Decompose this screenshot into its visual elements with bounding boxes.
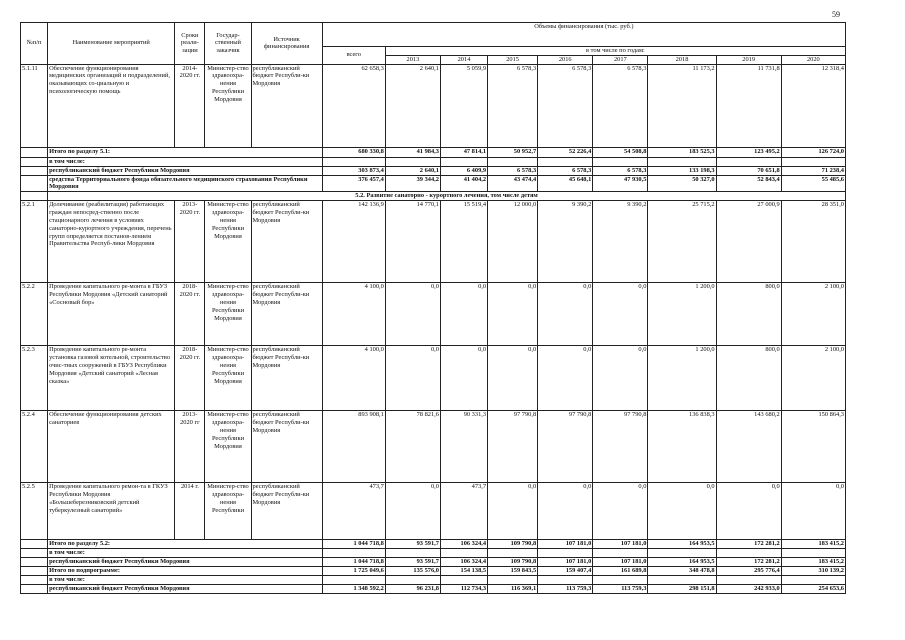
year-amount [593, 157, 648, 166]
year-amount: 43 474,4 [488, 175, 538, 192]
year-amount: 183 415,2 [781, 540, 845, 549]
section-title: 5.2. Развитие санаторно - курортного лечения, том числе детям [48, 192, 846, 201]
year-amount: 70 651,8 [716, 166, 781, 175]
total-amount [322, 576, 385, 585]
empty-cell [21, 540, 48, 549]
year-amount: 54 508,8 [593, 147, 648, 157]
header-year: 2018 [648, 55, 716, 64]
year-amount: 25 715,2 [648, 201, 716, 283]
year-amount [716, 549, 781, 558]
year-amount: 11 173,2 [648, 64, 716, 147]
empty-cell [21, 175, 48, 192]
summary-label: в том числе: [48, 576, 323, 585]
year-amount: 39 344,2 [385, 175, 440, 192]
summary-label: республиканский бюджет Республики Мордовия [48, 585, 323, 594]
year-amount: 164 953,5 [648, 540, 716, 549]
state-customer: Министер-ство здравоохра-нения Республики Мордовия [205, 201, 251, 283]
header-by-years: в том числе по годам: [385, 47, 845, 56]
year-amount [488, 576, 538, 585]
year-amount: 1 200,0 [648, 346, 716, 411]
year-amount: 0,0 [385, 283, 440, 346]
total-amount: 680 330,8 [322, 147, 385, 157]
year-amount [440, 157, 487, 166]
state-customer: Министер-ство здравоохра-нения Республики Мордовия [205, 411, 251, 483]
year-amount: 6 578,3 [538, 64, 593, 147]
state-customer: Министер-ство здравоохра-нения Республики Мордовия [205, 64, 251, 147]
year-amount: 112 734,3 [440, 585, 487, 594]
row-number: 5.2.1 [21, 201, 48, 283]
table-row [21, 411, 846, 483]
year-amount [593, 576, 648, 585]
empty-cell [21, 192, 48, 201]
year-amount: 161 689,8 [593, 567, 648, 576]
year-amount: 45 648,1 [538, 175, 593, 192]
year-amount: 113 759,3 [538, 585, 593, 594]
year-amount: 106 324,4 [440, 558, 487, 567]
year-amount: 78 821,6 [385, 411, 440, 483]
header-num: №п/п [21, 23, 48, 65]
year-amount: 52 226,4 [538, 147, 593, 157]
year-amount: 5 059,9 [440, 64, 487, 147]
year-amount [488, 157, 538, 166]
empty-cell [21, 567, 48, 576]
page-number: 59 [832, 10, 840, 19]
year-amount: 9 390,2 [593, 201, 648, 283]
year-amount: 254 653,6 [781, 585, 845, 594]
year-amount: 97 790,8 [488, 411, 538, 483]
measure-name: Обеспечение функционирования медицинских организаций и подразделений, оказывающих со-циальную и психологическую помощь [48, 64, 175, 147]
header-year: 2019 [716, 55, 781, 64]
empty-cell [21, 558, 48, 567]
total-amount: 893 908,1 [322, 411, 385, 483]
year-amount: 0,0 [488, 346, 538, 411]
summary-row [21, 549, 846, 558]
year-amount: 113 759,3 [593, 585, 648, 594]
year-amount: 2 640,1 [385, 64, 440, 147]
year-amount [648, 157, 716, 166]
row-number: 5.2.4 [21, 411, 48, 483]
year-amount: 0,0 [593, 283, 648, 346]
year-amount: 6 578,3 [593, 166, 648, 175]
year-amount: 97 790,8 [538, 411, 593, 483]
year-amount: 310 139,2 [781, 567, 845, 576]
year-amount: 123 495,2 [716, 147, 781, 157]
year-amount: 183 525,3 [648, 147, 716, 157]
year-amount [716, 157, 781, 166]
total-amount: 303 873,4 [322, 166, 385, 175]
measure-name: Долечивание (реабилитация) работающих граждан непосред-ственно после стационарного лечения в условиях санаторно-курортного учреждения, перечень групп определяется постанов-лением Правительства Респуб-лики Мордовия [48, 201, 175, 283]
year-amount: 800,0 [716, 283, 781, 346]
section-title-row [21, 192, 846, 201]
year-amount: 159 843,5 [488, 567, 538, 576]
year-amount: 800,0 [716, 346, 781, 411]
year-amount: 0,0 [648, 483, 716, 540]
total-amount: 4 100,0 [322, 346, 385, 411]
summary-row [21, 576, 846, 585]
year-amount: 107 181,0 [538, 540, 593, 549]
summary-label: Итого по разделу 5.2: [48, 540, 323, 549]
year-amount [538, 157, 593, 166]
year-amount [538, 576, 593, 585]
year-amount: 164 953,5 [648, 558, 716, 567]
year-amount: 6 578,3 [538, 166, 593, 175]
summary-row [21, 540, 846, 549]
implementation-term: 2018-2020 гг. [175, 346, 205, 411]
funding-source: республиканский бюджет Республи-ки Мордовия [251, 483, 322, 540]
empty-cell [21, 157, 48, 166]
year-amount: 15 519,4 [440, 201, 487, 283]
summary-label: республиканский бюджет Республики Мордовия [48, 558, 323, 567]
total-amount: 1 044 718,8 [322, 540, 385, 549]
table-row [21, 64, 846, 147]
year-amount: 143 680,2 [716, 411, 781, 483]
table-body [21, 64, 846, 594]
year-amount: 9 390,2 [538, 201, 593, 283]
year-amount: 14 770,1 [385, 201, 440, 283]
year-amount [648, 549, 716, 558]
header-year: 2015 [488, 55, 538, 64]
year-amount: 2 100,0 [781, 283, 845, 346]
implementation-term: 2014 г. [175, 483, 205, 540]
summary-row [21, 166, 846, 175]
year-amount: 55 485,6 [781, 175, 845, 192]
total-amount [322, 549, 385, 558]
year-amount: 133 198,3 [648, 166, 716, 175]
year-amount: 11 731,8 [716, 64, 781, 147]
total-amount: 376 457,4 [322, 175, 385, 192]
year-amount: 106 324,4 [440, 540, 487, 549]
year-amount: 150 864,3 [781, 411, 845, 483]
funding-source: республиканский бюджет Республи-ки Мордовия [251, 201, 322, 283]
year-amount [781, 576, 845, 585]
state-customer: Министер-ство здравоохра-нения Республики [205, 483, 251, 540]
implementation-term: 2013-2020 гг [175, 411, 205, 483]
year-amount: 109 790,8 [488, 540, 538, 549]
year-amount: 47 930,5 [593, 175, 648, 192]
summary-row [21, 157, 846, 166]
year-amount: 52 843,4 [716, 175, 781, 192]
year-amount: 348 478,8 [648, 567, 716, 576]
year-amount: 0,0 [440, 283, 487, 346]
year-amount: 116 369,1 [488, 585, 538, 594]
year-amount: 47 814,1 [440, 147, 487, 157]
year-amount: 172 281,2 [716, 540, 781, 549]
empty-cell [21, 585, 48, 594]
header-customer: Государ-ственный заказчик [205, 23, 251, 65]
total-amount: 473,7 [322, 483, 385, 540]
year-amount [781, 549, 845, 558]
year-amount: 126 724,0 [781, 147, 845, 157]
table-row [21, 201, 846, 283]
year-amount [488, 549, 538, 558]
year-amount [593, 549, 648, 558]
row-number: 5.2.2 [21, 283, 48, 346]
header-year: 2017 [593, 55, 648, 64]
table-row [21, 346, 846, 411]
year-amount: 159 407,4 [538, 567, 593, 576]
header-year: 2020 [781, 55, 845, 64]
year-amount: 0,0 [781, 483, 845, 540]
funding-source: республиканский бюджет Республи-ки Мордовия [251, 411, 322, 483]
year-amount: 0,0 [593, 483, 648, 540]
funding-source: республиканский бюджет Республи-ки Мордовия [251, 64, 322, 147]
funding-source: республиканский бюджет Республи-ки Мордовия [251, 283, 322, 346]
year-amount: 0,0 [716, 483, 781, 540]
total-amount: 62 658,3 [322, 64, 385, 147]
summary-label: Итого по разделу 5.1: [48, 147, 323, 157]
year-amount [648, 576, 716, 585]
year-amount: 0,0 [538, 283, 593, 346]
summary-label: в том числе: [48, 549, 323, 558]
year-amount: 0,0 [488, 483, 538, 540]
year-amount: 90 331,3 [440, 411, 487, 483]
summary-label: средства Территориального фонда обязательного медицинского страхования Республики Мордовия [48, 175, 323, 192]
year-amount: 6 578,3 [593, 64, 648, 147]
year-amount [538, 549, 593, 558]
summary-row [21, 147, 846, 157]
year-amount: 41 404,2 [440, 175, 487, 192]
year-amount: 107 181,0 [593, 540, 648, 549]
header-name: Наименование мероприятий [48, 23, 175, 65]
funding-source: республиканский бюджет Республи-ки Мордовия [251, 346, 322, 411]
year-amount: 6 578,3 [488, 64, 538, 147]
year-amount: 2 100,0 [781, 346, 845, 411]
year-amount: 0,0 [538, 346, 593, 411]
empty-cell [21, 147, 48, 157]
financing-table [20, 22, 846, 594]
summary-label: республиканский бюджет Республики Мордовия [48, 166, 323, 175]
year-amount: 473,7 [440, 483, 487, 540]
year-amount [440, 549, 487, 558]
year-amount: 41 984,3 [385, 147, 440, 157]
state-customer: Министер-ство здравоохра-нения Республики Мордовия [205, 283, 251, 346]
total-amount: 1 348 592,2 [322, 585, 385, 594]
state-customer: Министер-ство здравоохра-нения Республики Мордовия [205, 346, 251, 411]
year-amount: 12 000,0 [488, 201, 538, 283]
year-amount: 0,0 [538, 483, 593, 540]
year-amount: 1 200,0 [648, 283, 716, 346]
year-amount [385, 576, 440, 585]
summary-row [21, 567, 846, 576]
year-amount: 6 409,9 [440, 166, 487, 175]
measure-name: Проведение капитального ре-монта установка газовой котельной, строительство очис-тных сооружений в ГБУЗ Республики Мордовия «Детский санаторий «Лесная сказка» [48, 346, 175, 411]
year-amount: 183 415,2 [781, 558, 845, 567]
year-amount: 12 318,4 [781, 64, 845, 147]
year-amount: 109 790,8 [488, 558, 538, 567]
year-amount: 135 576,0 [385, 567, 440, 576]
year-amount: 71 238,4 [781, 166, 845, 175]
table-row [21, 283, 846, 346]
year-amount: 242 933,0 [716, 585, 781, 594]
year-amount [385, 157, 440, 166]
header-total: всего [322, 47, 385, 65]
measure-name: Обеспечение функционирования детских санаториев [48, 411, 175, 483]
year-amount: 97 790,8 [593, 411, 648, 483]
summary-row [21, 558, 846, 567]
implementation-term: 2013-2020 гг. [175, 201, 205, 283]
year-amount: 6 578,3 [488, 166, 538, 175]
total-amount: 142 136,9 [322, 201, 385, 283]
header-year: 2014 [440, 55, 487, 64]
year-amount: 28 351,0 [781, 201, 845, 283]
year-amount [781, 157, 845, 166]
total-amount: 1 044 718,8 [322, 558, 385, 567]
empty-cell [21, 576, 48, 585]
year-amount: 0,0 [385, 483, 440, 540]
year-amount [716, 576, 781, 585]
measure-name: Проведение капитального ремон-та в ГКУЗ Республики Мордовия «Большеберезниковский детский туберкулезный санаторий» [48, 483, 175, 540]
year-amount: 136 838,3 [648, 411, 716, 483]
summary-row [21, 585, 846, 594]
year-amount: 50 327,0 [648, 175, 716, 192]
year-amount: 0,0 [593, 346, 648, 411]
header-source: Источник финансирования [251, 23, 322, 65]
year-amount: 172 281,2 [716, 558, 781, 567]
table-row [21, 483, 846, 540]
year-amount: 298 151,8 [648, 585, 716, 594]
year-amount: 96 231,8 [385, 585, 440, 594]
summary-label: в том числе: [48, 157, 323, 166]
year-amount: 2 640,1 [385, 166, 440, 175]
year-amount [440, 576, 487, 585]
empty-cell [21, 549, 48, 558]
year-amount: 154 138,5 [440, 567, 487, 576]
summary-label: Итого по подпрограмме: [48, 567, 323, 576]
year-amount: 27 000,9 [716, 201, 781, 283]
year-amount: 0,0 [385, 346, 440, 411]
summary-row [21, 175, 846, 192]
row-number: 5.2.5 [21, 483, 48, 540]
total-amount: 1 725 049,6 [322, 567, 385, 576]
year-amount: 107 181,0 [538, 558, 593, 567]
total-amount: 4 100,0 [322, 283, 385, 346]
row-number: 5.2.3 [21, 346, 48, 411]
year-amount: 0,0 [488, 283, 538, 346]
year-amount: 50 952,7 [488, 147, 538, 157]
year-amount: 107 181,0 [593, 558, 648, 567]
header-year: 2016 [538, 55, 593, 64]
year-amount: 295 776,4 [716, 567, 781, 576]
total-amount [322, 157, 385, 166]
year-amount: 93 591,7 [385, 558, 440, 567]
header-volumes: Объемы финансирования (тыс. руб.) [322, 23, 845, 47]
row-number: 5.1.11 [21, 64, 48, 147]
implementation-term: 2018-2020 гг. [175, 283, 205, 346]
empty-cell [21, 166, 48, 175]
measure-name: Проведение капитального ре-монта в ГБУЗ Республики Мордовия «Детский санаторий «Сосновый бор» [48, 283, 175, 346]
year-amount: 0,0 [440, 346, 487, 411]
header-year: 2013 [385, 55, 440, 64]
year-amount: 93 591,7 [385, 540, 440, 549]
header-terms: Сроки реали-зации [175, 23, 205, 65]
year-amount [385, 549, 440, 558]
implementation-term: 2014-2020 гг. [175, 64, 205, 147]
